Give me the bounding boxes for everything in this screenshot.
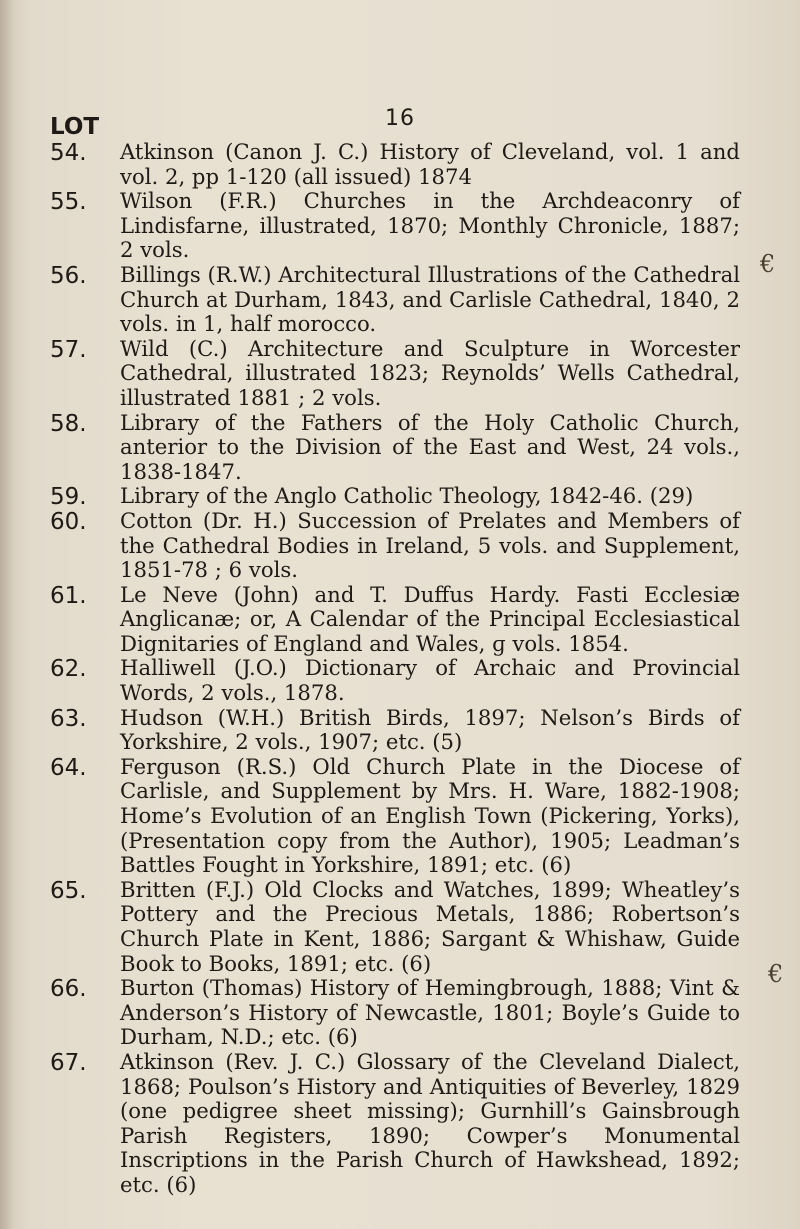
lot-description: Ferguson (R.S.) Old Church Plate in the Diocese of Carlisle, and Supplement by Mrs. H. Ware, 1882-1908; Home’s Evolution of an English Town (Pickering, Yorks), (Presentation copy from the Author), 1905; Leadman’s Battles Fought in Yorkshire, 1891; etc. (6)	[120, 753, 740, 878]
lot-number: 54.	[50, 140, 87, 166]
lot-number: 57.	[50, 336, 87, 363]
lot-entry	[0, 263, 800, 337]
lot-column-header: LOT	[50, 114, 100, 140]
pencil-mark-icon: €	[760, 250, 776, 278]
lot-description: Wilson (F.R.) Churches in the Archdeaconry of Lindisfarne, illustrated, 1870; Monthly Chronicle, 1887; 2 vols.	[120, 188, 740, 263]
lot-description: Hudson (W.H.) British Birds, 1897; Nelson’s Birds of Yorkshire, 2 vols., 1907; etc. (5)	[120, 704, 740, 755]
lot-description: Halliwell (J.O.) Dictionary of Archaic and Provincial Words, 2 vols., 1878.	[120, 655, 740, 706]
page-number: 16	[385, 106, 415, 131]
lot-description: Cotton (Dr. H.) Succession of Prelates and Members of the Cathedral Bodies in Ireland, 5 vols. and Supplement, 1851-78 ; 6 vols.	[120, 507, 740, 583]
lot-entry	[0, 140, 800, 189]
lot-description: Atkinson (Rev. J. C.) Glossary of the Cleveland Dialect, 1868; Poulson’s History and Antiquities of Beverley, 1829 (one pedigree sheet missing); Gurnhill’s Gainsbrough Parish Registers, 1890; Cowper’s Monumental Inscriptions in the Parish Church of Hawkshead, 1892; etc. (6)	[120, 1048, 740, 1197]
lot-number: 60.	[50, 508, 87, 535]
lot-entry	[0, 337, 800, 411]
lot-number: 63.	[50, 705, 87, 732]
lot-number: 56.	[50, 262, 87, 289]
lot-entry	[0, 583, 800, 657]
lot-description: Le Neve (John) and T. Duffus Hardy. Fasti Ecclesiæ Anglicanæ; or, A Calendar of the Principal Ecclesiastical Dignitaries of England and Wales, ɡ vols. 1854.	[120, 581, 740, 656]
lot-number: 66.	[50, 976, 87, 1003]
lot-entry	[0, 706, 800, 755]
pencil-mark-icon: €	[768, 960, 784, 988]
lot-entry	[0, 509, 800, 583]
lot-number: 61.	[50, 582, 87, 609]
lot-number: 64.	[50, 754, 87, 781]
lot-description: Billings (R.W.) Architectural Illustrations of the Cathedral Church at Durham, 1843, and Carlisle Cathedral, 1840, 2 vols. in 1, half morocco.	[120, 261, 740, 337]
lot-number: 59.	[50, 484, 87, 511]
lot-number: 65.	[50, 877, 87, 904]
lot-description: Atkinson (Canon J. C.) History of Cleveland, vol. 1 and vol. 2, pp 1-120 (all issued) 1874	[120, 139, 740, 189]
lot-entry	[0, 484, 800, 509]
lot-entry	[0, 189, 800, 263]
lot-entry	[0, 976, 800, 1050]
lot-entry	[0, 878, 800, 976]
lot-entry	[0, 656, 800, 705]
lot-description: Library of the Anglo Catholic Theology, 1842-46. (29)	[120, 483, 694, 509]
lot-entry	[0, 755, 800, 878]
lot-number: 55.	[50, 189, 87, 216]
lot-number: 58.	[50, 410, 87, 437]
lot-list	[0, 140, 800, 1198]
lot-description: Library of the Fathers of the Holy Catholic Church, anterior to the Division of the East and West, 24 vols., 1838-1847.	[120, 409, 740, 484]
lot-entry	[0, 1050, 800, 1198]
lot-description: Wild (C.) Architecture and Sculpture in Worcester Cathedral, illustrated 1823; Reynolds’ Wells Cathedral, illustrated 1881 ; 2 vols.	[120, 335, 740, 410]
lot-description: Burton (Thomas) History of Hemingbrough, 1888; Vint & Anderson’s History of Newcastle, 1801; Boyle’s Guide to Durham, N.D.; etc. (6)	[120, 975, 740, 1050]
lot-number: 67.	[50, 1049, 87, 1076]
lot-description: Britten (F.J.) Old Clocks and Watches, 1899; Wheatley’s Pottery and the Precious Metals, 1886; Robertson’s Church Plate in Kent, 1886; Sargant & Whishaw, Guide Book to Books, 1891; etc. (6)	[120, 876, 740, 976]
lot-entry	[0, 411, 800, 485]
lot-number: 62.	[50, 656, 87, 683]
